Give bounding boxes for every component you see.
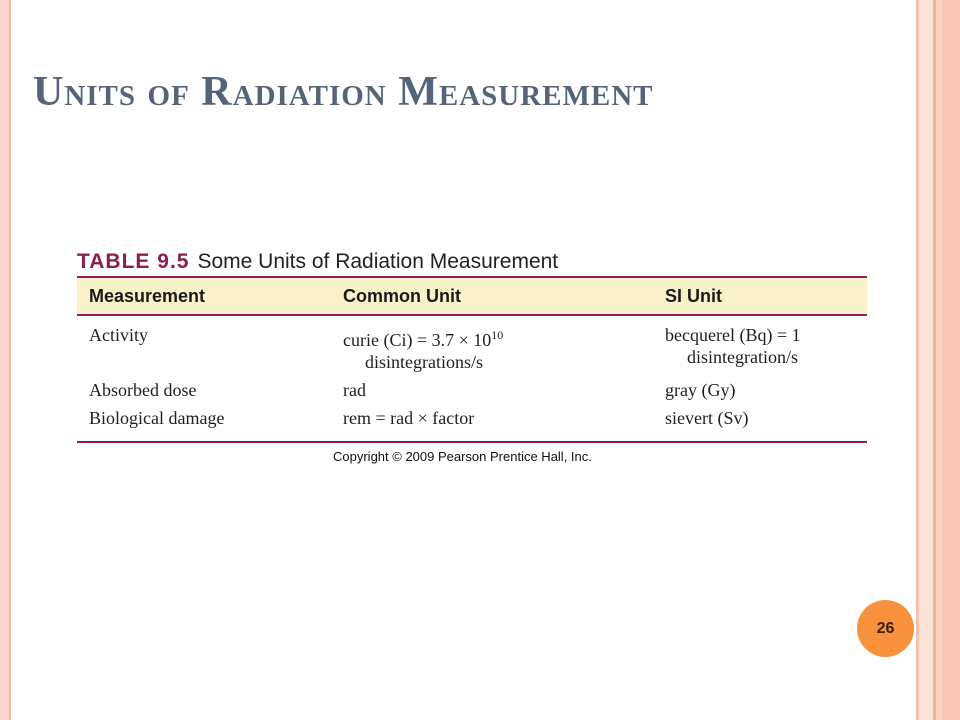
exponent: 10	[491, 328, 504, 342]
table-row	[77, 315, 867, 379]
table-number: TABLE 9.5	[77, 250, 190, 273]
right-border-decoration	[916, 0, 960, 720]
common-unit-text: curie (Ci) = 3.7 × 10	[343, 330, 492, 350]
table-row	[77, 407, 867, 441]
header-si-unit: SI Unit	[665, 285, 722, 306]
table-caption-text: Some Units of Radiation Measurement	[197, 250, 559, 273]
cell-si-unit: gray (Gy)	[665, 380, 736, 400]
radiation-units-table	[77, 248, 867, 443]
cell-common-unit: rad	[343, 380, 366, 400]
page-number-badge	[857, 600, 914, 657]
cell-common-unit	[331, 315, 653, 379]
cell-si-unit: sievert (Sv)	[665, 408, 749, 428]
units-table	[77, 276, 867, 441]
table-header-row	[77, 277, 867, 315]
page-number: 26	[876, 619, 895, 637]
cell-measurement: Biological damage	[89, 408, 225, 428]
header-common-unit: Common Unit	[343, 285, 461, 306]
header-measurement: Measurement	[89, 285, 206, 306]
copyright-notice: Copyright © 2009 Pearson Prentice Hall, Inc.	[333, 449, 592, 464]
left-border-decoration	[0, 0, 9, 720]
cell-common-unit: rem = rad × factor	[343, 408, 475, 428]
table-bottom-rule	[77, 441, 867, 443]
left-border-line	[9, 0, 11, 720]
cell-si-unit	[653, 315, 867, 379]
table-row	[77, 379, 867, 407]
cell-measurement: Absorbed dose	[89, 380, 197, 400]
slide-title: Units of Radiation Measurement	[33, 69, 654, 115]
common-unit-continuation: disintegrations/s	[365, 352, 483, 372]
table-caption	[77, 248, 867, 276]
si-unit-text: becquerel (Bq) = 1	[665, 325, 801, 345]
cell-measurement: Activity	[89, 325, 148, 345]
si-unit-continuation: disintegration/s	[687, 347, 798, 367]
